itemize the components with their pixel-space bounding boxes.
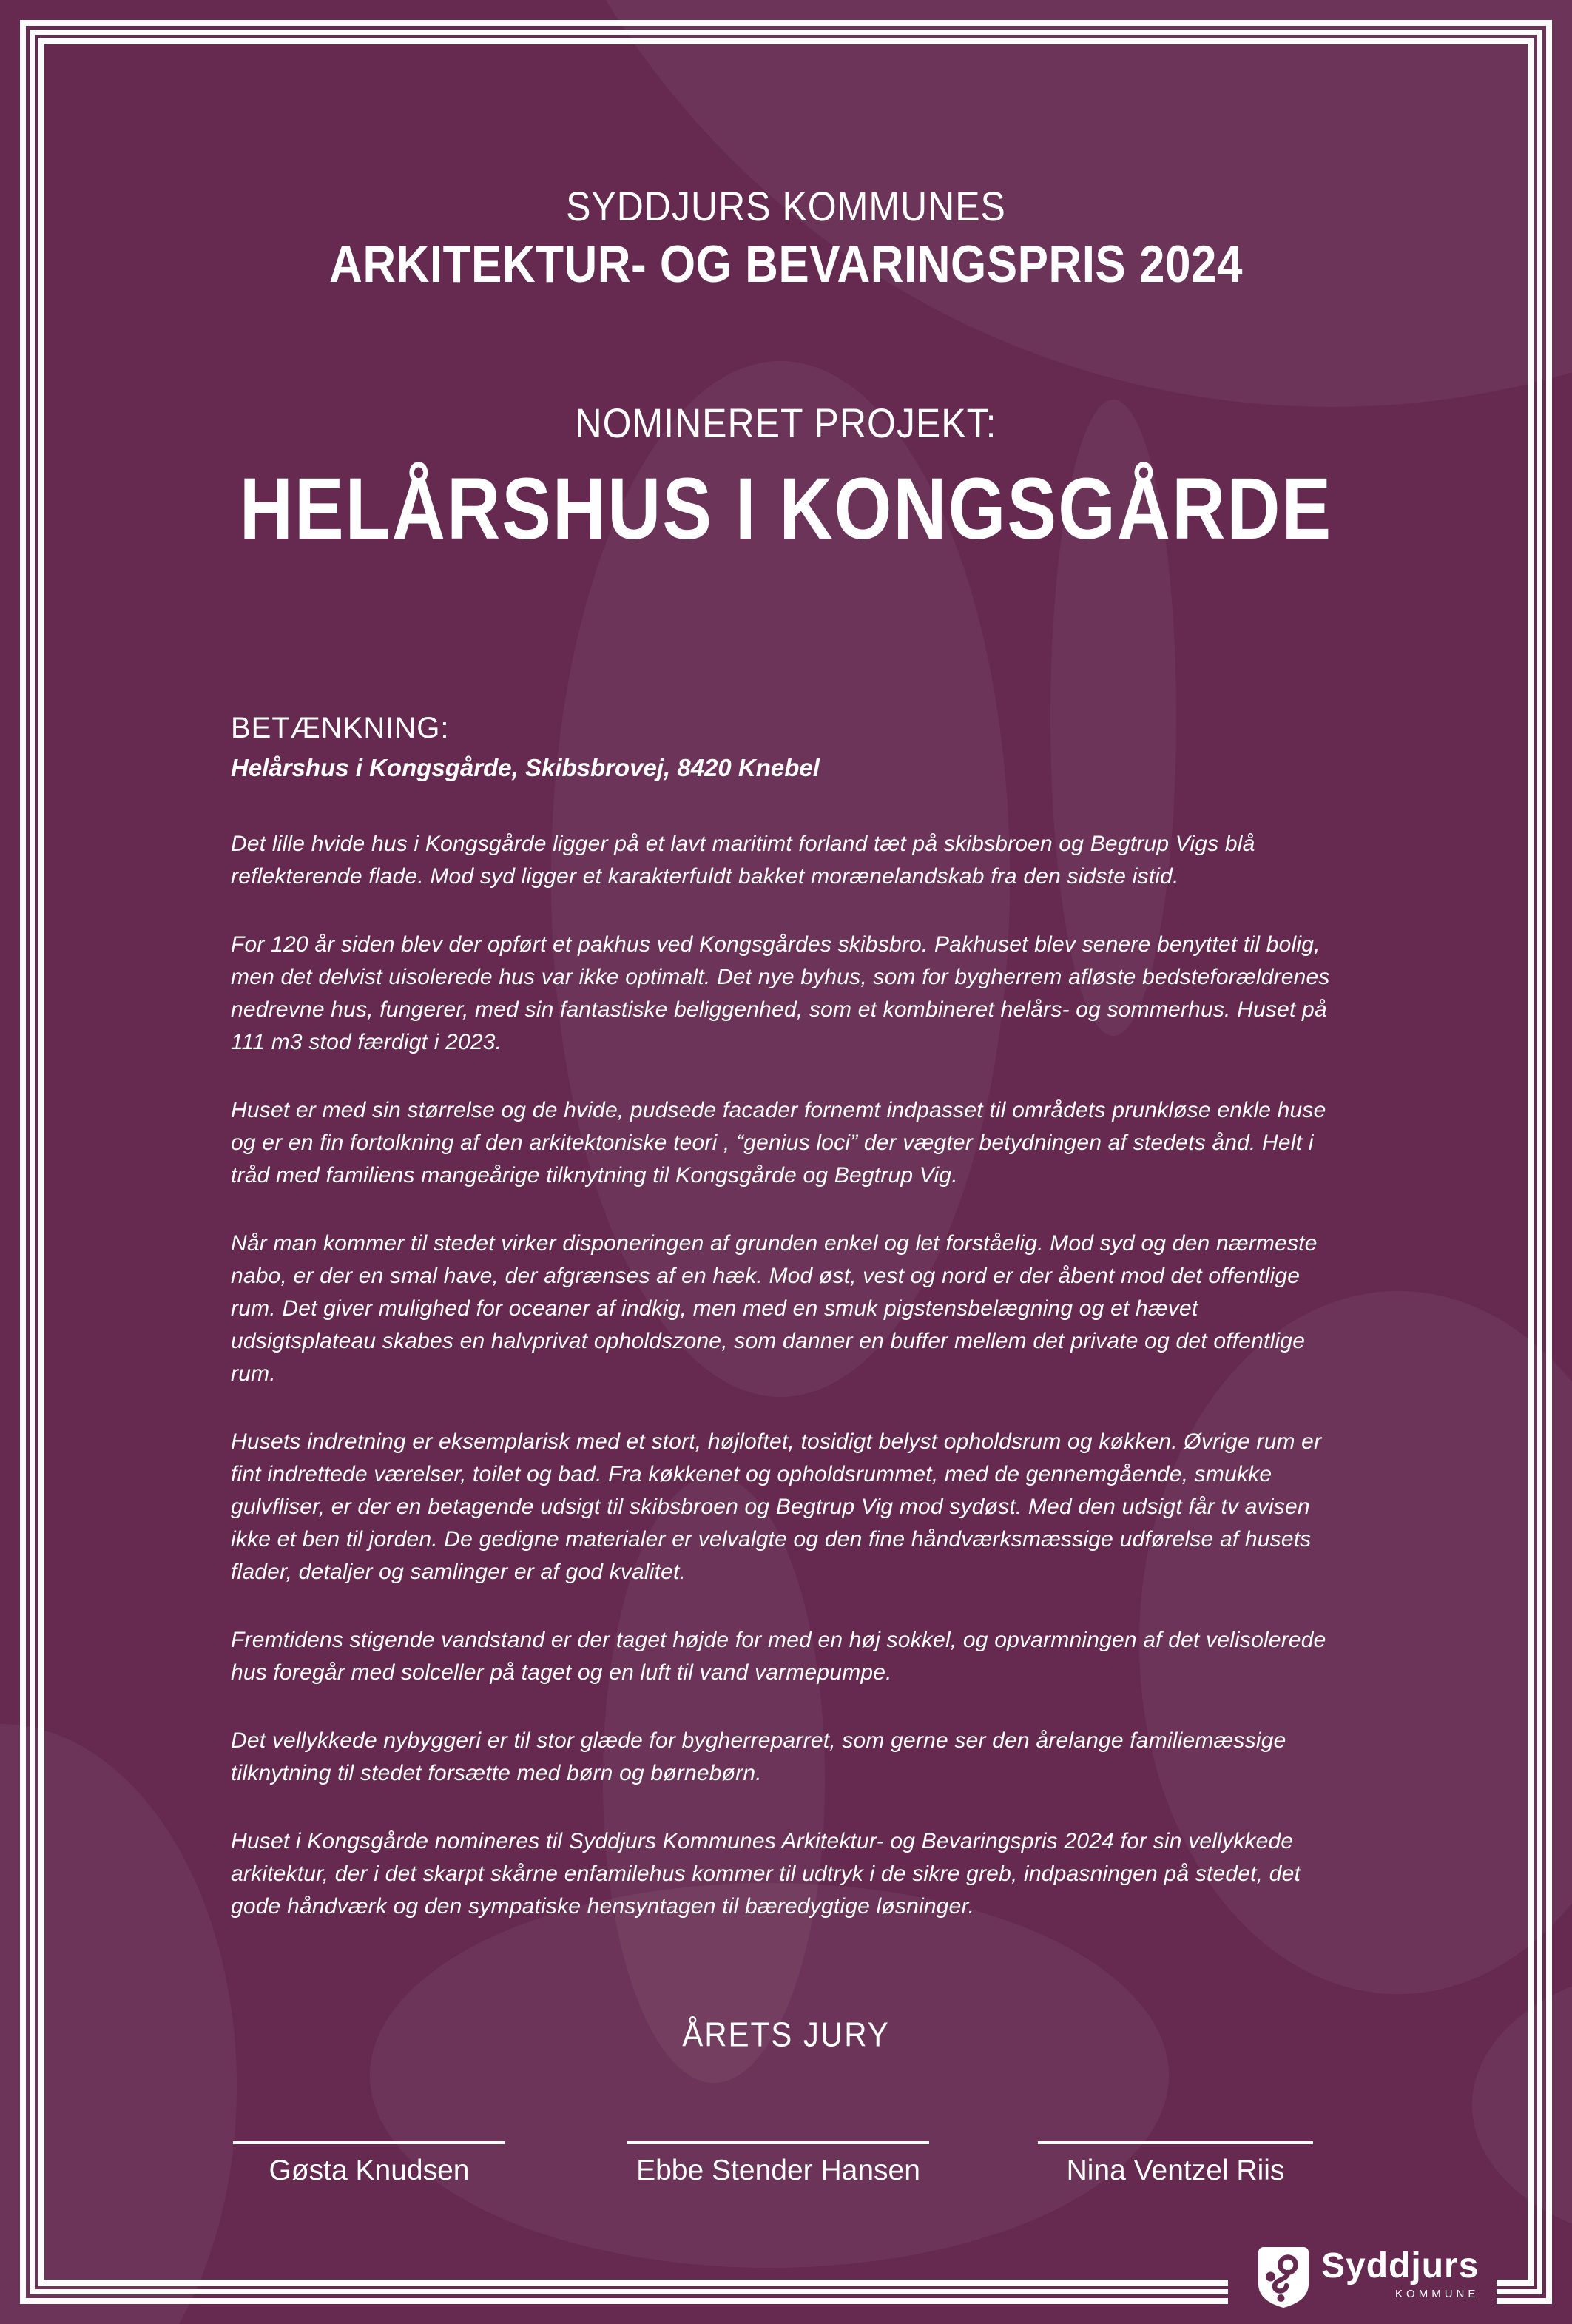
statement-section xyxy=(231,712,1344,1958)
jury-member-name: Gøsta Knudsen xyxy=(269,2155,470,2186)
header-kicker: SYDDJURS KOMMUNES xyxy=(566,183,1006,230)
signature-block xyxy=(627,2141,929,2187)
statement-paragraph: Når man kommer til stedet virker disponeringen af grunden enkel og let forståelig. Mod syd og den nærmeste nabo, er der en smal have, der afgrænses af en hæk. Mod øst, vest og nord er der åbent mod det offentlige rum. Det giver mulighed for oceaner af indkig, men med en smuk pigstensbelægning og et hævet udsigtsplateau skabes en halvprivat opholdszone, som danner en buffer mellem det private og det offentlige rum. xyxy=(231,1231,1318,1386)
logo-text xyxy=(1321,2246,1479,2300)
shield-icon xyxy=(1258,2246,1309,2308)
logo-name: Syddjurs xyxy=(1321,2246,1480,2286)
statement-paragraph: Husets indretning er eksemplarisk med et stort, højloftet, tosidigt belyst opholdsrum og køkken. Øvrige rum er fint indrettede værelser, toilet og bad. Fra køkkenet og opholdsrummet, med de gennemgående, smukke gulvfliser, er der en betagende udsigt til skibsbroen og Begtrup Vig mod sydøst. Med den udsigt får tv avisen ikke et ben til jorden. De gedigne materialer er velvalgte og den fine håndværksmæssige udførelse af husets flader, detaljer og samlinger er af god kvalitet. xyxy=(231,1429,1322,1584)
prize-title: ARKITEKTUR- OG BEVARINGSPRIS 2024 xyxy=(329,235,1243,294)
statement-paragraph: Det vellykkede nybyggeri er til stor glæde for bygherreparret, som gerne ser den årelange familiemæssige tilknytning til stedet forsætte med børn og børnebørn. xyxy=(231,1728,1286,1785)
statement-paragraph: Fremtidens stigende vandstand er der taget højde for med en høj sokkel, og opvarmningen af det velisolerede hus foregår med solceller på taget og en luft til vand varmepumpe. xyxy=(231,1628,1326,1685)
jury-member-name: Nina Ventzel Riis xyxy=(1066,2155,1285,2186)
project-title: HELÅRSHUS I KONGSGÅRDE xyxy=(239,459,1333,558)
nominated-project xyxy=(0,400,1572,558)
signature-line xyxy=(627,2141,929,2144)
statement-paragraphs xyxy=(231,828,1344,1923)
signature-block xyxy=(1038,2141,1313,2187)
header xyxy=(0,183,1572,294)
statement-heading: BETÆNKNING: xyxy=(231,712,450,744)
signature-line xyxy=(233,2141,505,2144)
syddjurs-kommune-logo xyxy=(1258,2246,1479,2308)
signature-block xyxy=(233,2141,505,2187)
logo-subname: KOMMUNE xyxy=(1395,2288,1480,2300)
statement-paragraph: For 120 år siden blev der opført et pakhus ved Kongsgårdes skibsbro. Pakhuset blev senere benyttet til bolig, men det delvist uisolerede hus var ikke optimalt. Det nye byhus, som for bygherrem afløste bedsteforældrenes nedrevne hus, fungerer, med sin fantastiske beliggenhed, som et kombineret helårs- og sommerhus. Huset på 111 m3 stod færdigt i 2023. xyxy=(231,932,1330,1054)
statement-paragraph: Huset i Kongsgårde nomineres til Syddjurs Kommunes Arkitektur- og Bevaringspris 2024 for sin vellykkede arkitektur, der i det skarpt skårne enfamilehus kommer til udtryk i de sikre greb, indpasningen på stedet, det gode håndværk og den sympatiske hensyntagen til bæredygtige løsninger. xyxy=(231,1829,1301,1919)
nominated-label: NOMINERET PROJEKT: xyxy=(575,400,997,447)
statement-paragraph: Huset er med sin størrelse og de hvide, pudsede facader fornemt indpasset til områdets prunkløse enkle huse og er en fin fortolkning af den arkitektoniske teori , “genius loci” der vægter betydningen af stedets ånd. Helt i tråd med familiens mangeårige tilknytning til Kongsgårde og Begtrup Vig. xyxy=(231,1098,1326,1188)
jury-member-name: Ebbe Stender Hansen xyxy=(636,2155,920,2186)
signature-line xyxy=(1038,2141,1313,2144)
jury-section xyxy=(0,2017,1572,2052)
project-address: Helårshus i Kongsgårde, Skibsbrovej, 8420 Knebel xyxy=(231,754,820,781)
jury-heading: ÅRETS JURY xyxy=(682,2015,890,2054)
signature-row xyxy=(0,2141,1572,2230)
statement-paragraph: Det lille hvide hus i Kongsgårde ligger på et lavt maritimt forland tæt på skibsbroen og Begtrup Vigs blå reflekterende flade. Mod syd ligger et karakterfuldt bakket morænelandskab fra den sidste istid. xyxy=(231,832,1255,889)
